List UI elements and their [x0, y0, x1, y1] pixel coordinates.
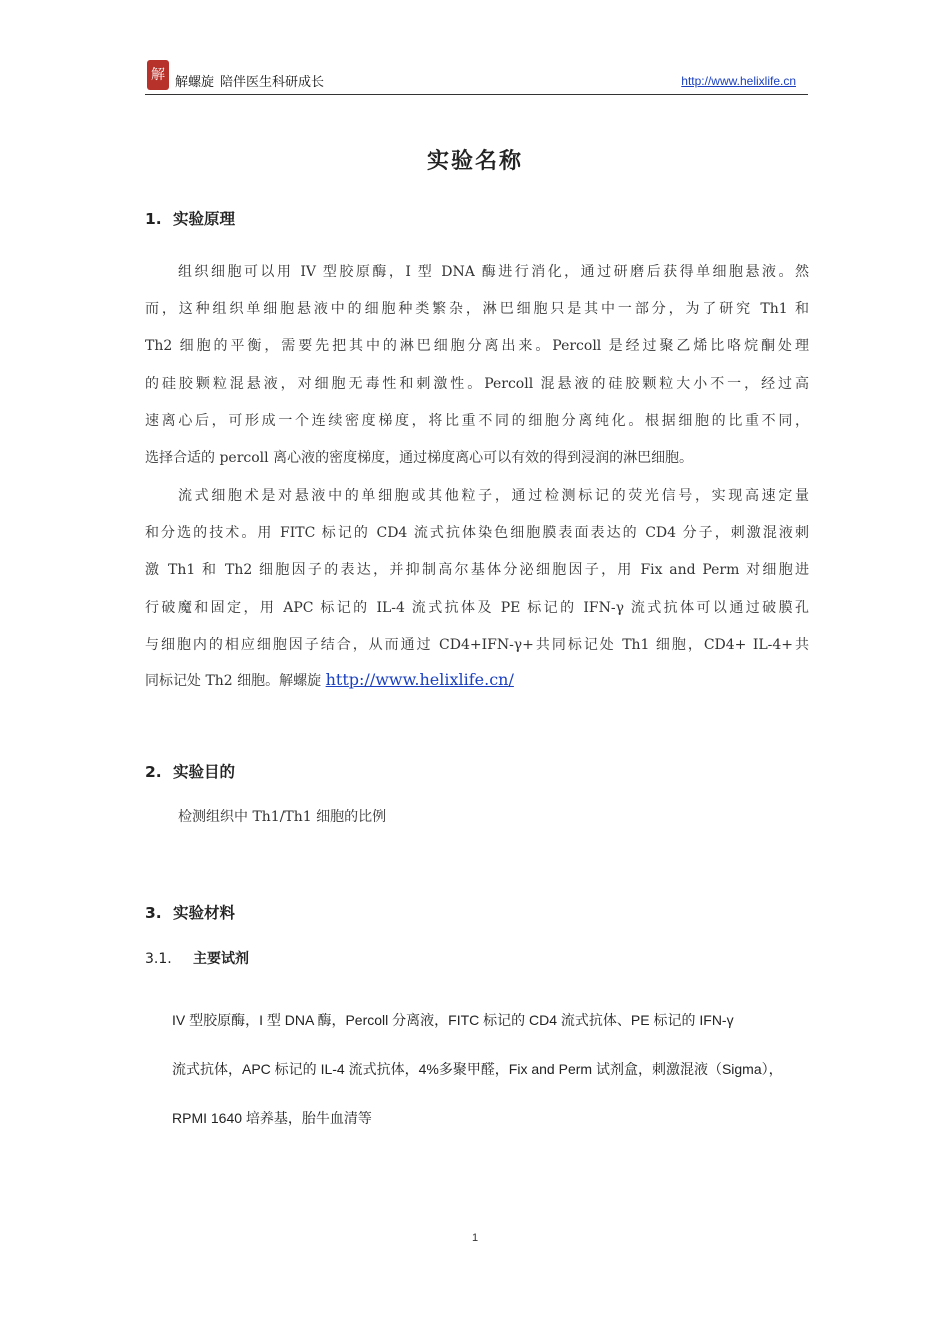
brand-text — [175, 71, 324, 90]
helix-logo-icon: 解 — [147, 60, 169, 90]
subsection-3-1-heading — [145, 948, 249, 968]
section-1-heading — [145, 207, 235, 229]
header-site-link[interactable]: http://www.helixlife.cn — [681, 74, 796, 88]
page-header — [145, 58, 808, 95]
page-number: 1 — [471, 1232, 479, 1244]
paragraph-line: 而，这种组织单细胞悬液中的细胞种类繁杂，淋巴细胞只是其中一部分，为了研究 Th1 和 — [145, 301, 809, 317]
reagent-line: 流式抗体，APC 标记的 IL-4 流式抗体，4%多聚甲醛，Fix and Perm 试剂盒，刺激混液（Sigma）， — [172, 1061, 783, 1077]
section-title: 实验目的 — [173, 763, 236, 781]
paragraph-line: Th2 细胞的平衡，需要先把其中的淋巴细胞分离出来。Percoll 是经过聚乙烯比咯烷酮处理 — [145, 338, 809, 354]
paragraph-line: 的硅胶颗粒混悬液，对细胞无毒性和刺激性。Percoll 混悬液的硅胶颗粒大小不一，经过高 — [145, 376, 809, 392]
paragraph-line: 激 Th1 和 Th2 细胞因子的表达，并抑制高尔基体分泌细胞因子，用 Fix and Perm 对细胞进 — [145, 562, 809, 578]
paragraph-text: 同标记处 Th2 细胞。解螺旋 — [145, 673, 326, 689]
brand-name: 解螺旋 — [175, 75, 215, 90]
paragraph-line: 速离心后，可形成一个连续密度梯度，将比重不同的细胞分离纯化。根据细胞的比重不同， — [145, 413, 809, 429]
section-2-heading — [145, 760, 235, 782]
brand-slogan: 陪伴医生科研成长 — [220, 75, 325, 90]
reagent-line: RPMI 1640 培养基，胎牛血清等 — [172, 1110, 372, 1126]
helixlife-link[interactable]: http://www.helixlife.cn/ — [325, 670, 514, 689]
paragraph-line: 行破魔和固定，用 APC 标记的 IL-4 流式抗体及 PE 标记的 IFN-γ 流式抗体可以通过破膜孔 — [145, 600, 809, 616]
subsection-title: 主要试剂 — [193, 951, 249, 967]
section-title: 实验材料 — [173, 904, 236, 922]
purpose-text: 检测组织中 Th1/Th1 细胞的比例 — [178, 809, 387, 825]
paragraph-line — [145, 670, 514, 690]
paragraph-line: 流式细胞术是对悬液中的单细胞或其他粒子，通过检测标记的荧光信号，实现高速定量 — [178, 488, 809, 504]
reagent-line: IV 型胶原酶，I 型 DNA 酶，Percoll 分离液，FITC 标记的 CD4 流式抗体、PE 标记的 IFN-γ — [172, 1012, 734, 1028]
paragraph-line: 与细胞内的相应细胞因子结合，从而通过 CD4+IFN-γ+共同标记处 Th1 细胞，CD4+ IL-4+共 — [145, 637, 809, 653]
paragraph-line: 组织细胞可以用 IV 型胶原酶，I 型 DNA 酶进行消化，通过研磨后获得单细胞悬液。然 — [178, 264, 809, 280]
section-number: 2. — [145, 763, 162, 781]
section-number: 1. — [145, 210, 162, 228]
paragraph-line: 和分选的技术。用 FITC 标记的 CD4 流式抗体染色细胞膜表面表达的 CD4 分子，刺激混液刺 — [145, 525, 809, 541]
section-number: 3. — [145, 904, 162, 922]
section-3-heading — [145, 901, 235, 923]
paragraph-line: 选择合适的 percoll 离心液的密度梯度，通过梯度离心可以有效的得到浸润的淋巴细胞。 — [145, 450, 694, 466]
page-title: 实验名称 — [426, 149, 523, 174]
section-title: 实验原理 — [173, 210, 236, 228]
subsection-number: 3.1. — [145, 951, 172, 967]
